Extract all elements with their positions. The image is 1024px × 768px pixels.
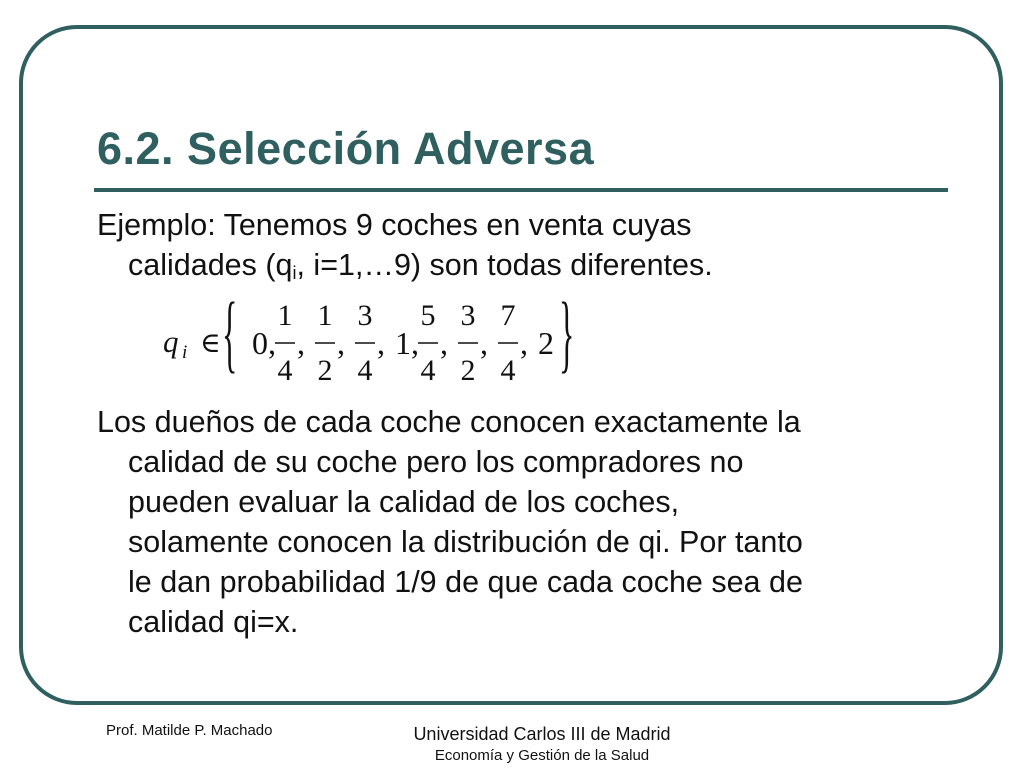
owners-line-4: solamente conocen la distribución de qi. Por tanto [128,525,803,559]
owners-line-5: le dan probabilidad 1/9 de que cada coche sea de [128,565,803,599]
formula-denominator: 2 [460,354,476,387]
formula-number: 0, [252,325,276,361]
formula-svg [160,286,600,387]
formula-numerator: 1 [317,299,333,332]
slide-title: 6.2. Selección Adversa [97,123,595,174]
formula-comma: , [480,325,488,361]
formula-left-brace: { [222,286,238,382]
owners-paragraph [97,402,947,642]
formula-comma: , [377,325,385,361]
footer-course: Economía y Gestión de la Salud [434,747,650,764]
formula-right-brace: } [559,286,575,382]
formula-variable: q [163,324,179,359]
footer-author: Prof. Matilde P. Machado [106,722,273,739]
example-line-2-end: , i=1,…9) son todas diferentes. [296,248,713,282]
formula-numerator: 3 [460,299,476,332]
formula-denominator: 2 [317,354,333,387]
example-subscript: i [292,263,297,283]
formula-variable-subscript: i [182,342,188,363]
formula-numerator: 5 [420,299,436,332]
formula-comma: , [297,325,305,361]
owners-line-6: calidad qi=x. [128,605,299,639]
footer-university: Universidad Carlos III de Madrid [413,724,671,744]
formula-denominator: 4 [357,354,373,387]
formula-denominator: 4 [500,354,516,387]
formula-number: 1, [395,325,419,361]
formula-comma: , [440,325,448,361]
formula-denominator: 4 [420,354,436,387]
formula-denominator: 4 [277,354,293,387]
example-line-2-start: calidades (q [128,248,293,282]
formula-number: 2 [538,325,554,361]
formula-comma: , [337,325,345,361]
owners-line-3: pueden evaluar la calidad de los coches, [128,485,680,519]
example-line-1: Ejemplo: Tenemos 9 coches en venta cuyas [97,208,692,242]
formula-numerator: 7 [500,299,516,332]
quality-set-formula [160,286,600,387]
formula-relation: ∈ [200,328,221,359]
owners-line-2: calidad de su coche pero los compradores no [128,445,744,479]
formula-numerator: 3 [357,299,373,332]
title-divider [94,188,948,192]
owners-line-1: Los dueños de cada coche conocen exactamente la [97,405,801,439]
example-paragraph [97,205,947,285]
example-line-2 [97,245,947,285]
formula-numerator: 1 [277,299,293,332]
formula-comma: , [520,325,528,361]
